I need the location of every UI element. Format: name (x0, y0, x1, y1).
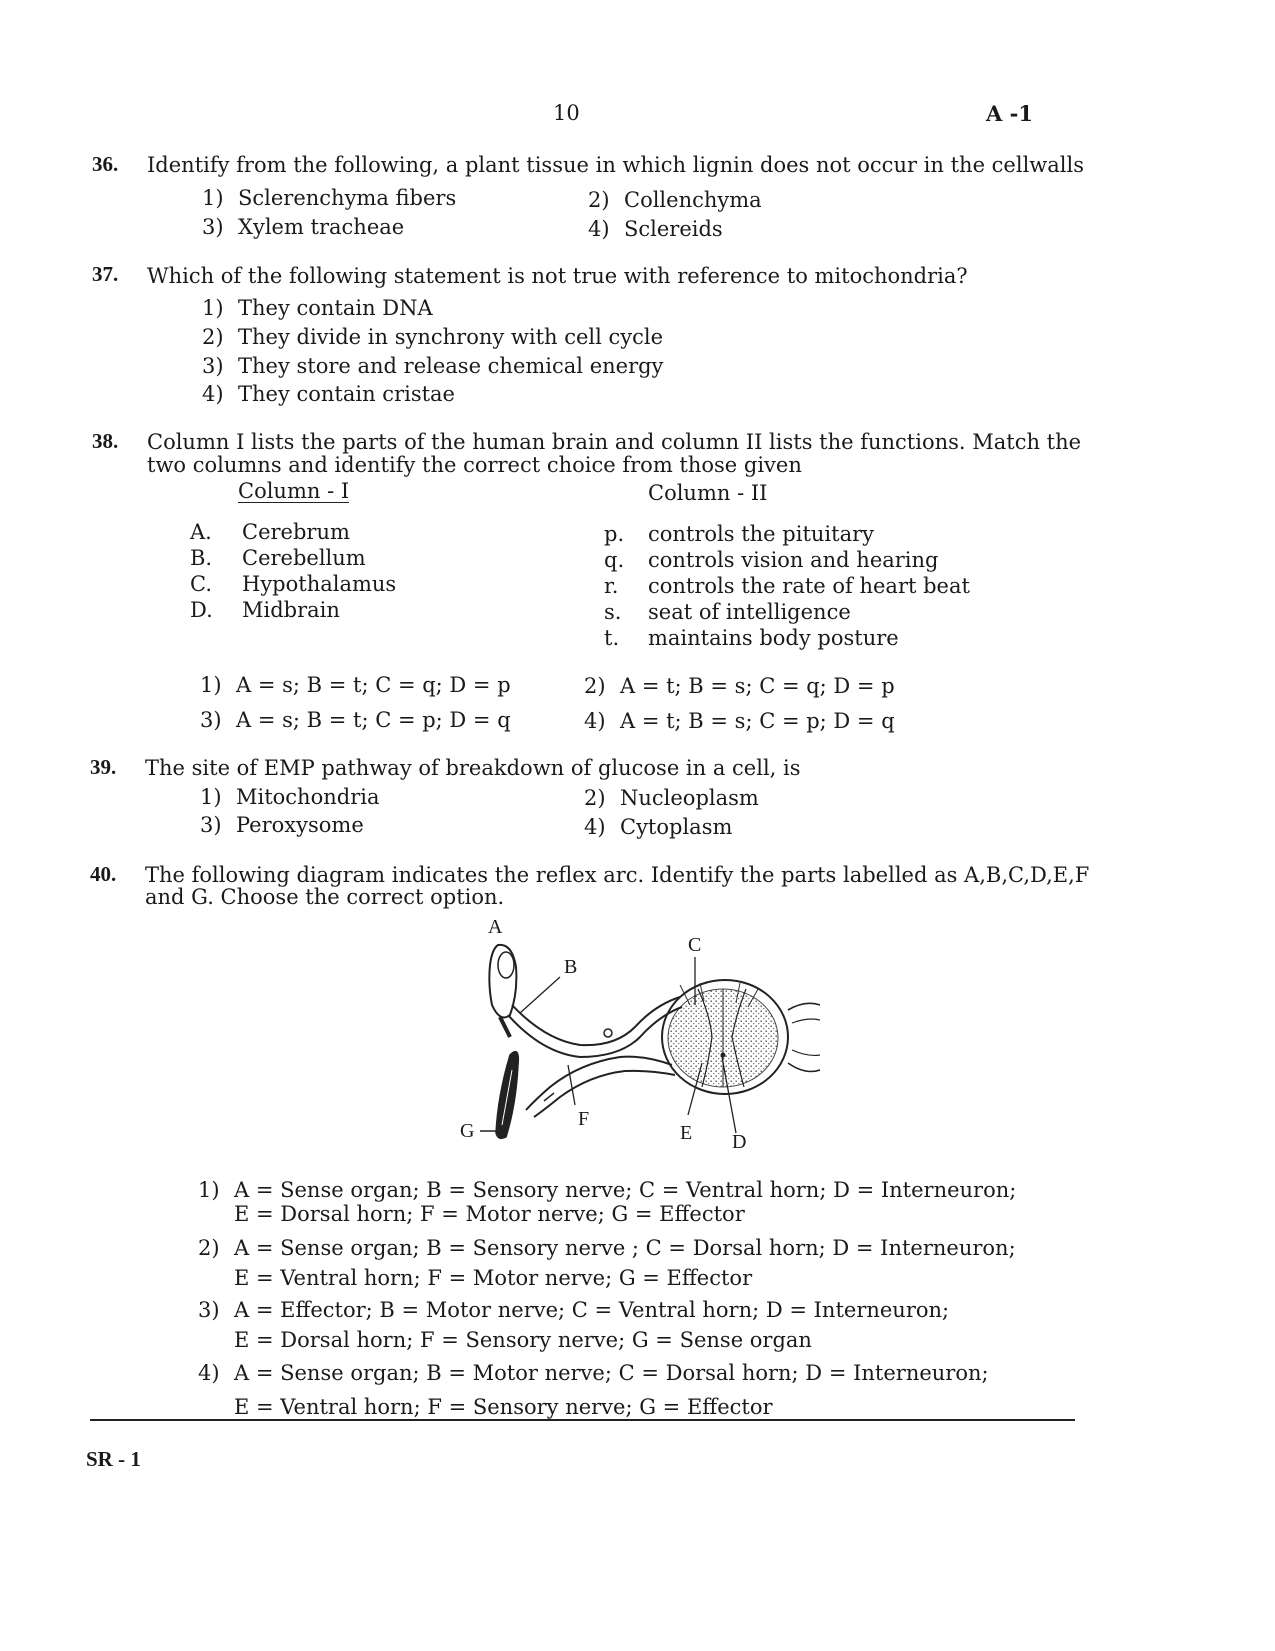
q37-option-1[interactable]: 1) They contain DNA (202, 296, 433, 320)
q39-option-3[interactable]: 3) Peroxysome (200, 813, 364, 837)
q37-text: Which of the following statement is not true with reference to mitochondria? (147, 264, 968, 288)
q40-text-line-1: The following diagram indicates the reflex arc. Identify the parts labelled as A,B,C,D,E,F (145, 863, 1090, 887)
q40-number: 40. (90, 862, 117, 886)
q38-option-1[interactable]: 1) A = s; B = t; C = q; D = p (200, 673, 511, 697)
column-1-item-b: B. Cerebellum (190, 546, 366, 570)
q38-option-3[interactable]: 3) A = s; B = t; C = p; D = q (200, 708, 511, 732)
q38-option-2[interactable]: 2) A = t; B = s; C = q; D = p (584, 674, 895, 698)
column-1-item-a: A. Cerebrum (190, 520, 350, 544)
column-2-item-q: q. controls vision and hearing (604, 548, 939, 572)
q40-option-1[interactable]: 1) A = Sense organ; B = Sensory nerve; C = Ventral horn; D = Interneuron; E = Dorsal horn; F = Motor nerve; G = Effector (198, 1178, 1017, 1226)
q38-text-line-2: two columns and identify the correct choice from those given (147, 453, 802, 477)
q37-number: 37. (92, 262, 119, 286)
q38-option-4[interactable]: 4) A = t; B = s; C = p; D = q (584, 709, 895, 733)
q40-option-2[interactable]: 2) A = Sense organ; B = Sensory nerve ; C = Dorsal horn; D = Interneuron; E = Ventral horn; F = Motor nerve; G = Effector (198, 1236, 1016, 1290)
q39-text: The site of EMP pathway of breakdown of glucose in a cell, is (145, 756, 801, 780)
q36-text: Identify from the following, a plant tissue in which lignin does not occur in the cellwalls (147, 153, 1084, 177)
column-2-item-p: p. controls the pituitary (604, 522, 874, 546)
muscle-effector (496, 1052, 518, 1139)
spinal-cord (662, 980, 820, 1094)
q36-option-3[interactable]: 3) Xylem tracheae (202, 215, 405, 239)
page-number: 10 (553, 101, 580, 125)
q40-option-3[interactable]: 3) A = Effector; B = Motor nerve; C = Ventral horn; D = Interneuron; E = Dorsal horn; F = Sensory nerve; G = Sense organ (198, 1298, 950, 1352)
footer-rule (90, 1419, 1075, 1421)
paper-code: A -1 (986, 101, 1033, 126)
diagram-label-d: D (732, 1131, 747, 1153)
q36-option-1[interactable]: 1) Sclerenchyma fibers (202, 186, 457, 210)
q39-number: 39. (90, 755, 117, 779)
q36-option-2[interactable]: 2) Collenchyma (588, 188, 762, 212)
q39-option-1[interactable]: 1) Mitochondria (200, 785, 380, 809)
q36-number: 36. (92, 152, 119, 176)
diagram-label-e: E (680, 1122, 693, 1144)
q40-text-line-2: and G. Choose the correct option. (145, 885, 505, 909)
q39-option-4[interactable]: 4) Cytoplasm (584, 815, 733, 839)
reflex-arc-diagram (440, 905, 820, 1155)
diagram-label-g: G (460, 1120, 475, 1142)
q40-option-4[interactable]: 4) A = Sense organ; B = Motor nerve; C = Dorsal horn; D = Interneuron; E = Ventral horn; F = Sensory nerve; G = Effector (198, 1361, 989, 1419)
column-2-item-r: r. controls the rate of heart beat (604, 574, 970, 598)
q39-option-2[interactable]: 2) Nucleoplasm (584, 786, 759, 810)
diagram-label-b: B (564, 956, 578, 978)
column-2-item-t: t. maintains body posture (604, 626, 899, 650)
q36-option-4[interactable]: 4) Sclereids (588, 217, 723, 241)
diagram-label-f: F (578, 1108, 590, 1130)
q37-option-2[interactable]: 2) They divide in synchrony with cell cycle (202, 325, 664, 349)
column-1-item-c: C. Hypothalamus (190, 572, 397, 596)
q38-number: 38. (92, 429, 119, 453)
q37-option-4[interactable]: 4) They contain cristae (202, 382, 455, 406)
column-2-header: Column - II (648, 481, 768, 505)
diagram-label-a: A (488, 916, 503, 938)
column-1-item-d: D. Midbrain (190, 598, 340, 622)
column-2-item-s: s. seat of intelligence (604, 600, 851, 624)
q37-option-3[interactable]: 3) They store and release chemical energy (202, 354, 664, 378)
q38-text-line-1: Column I lists the parts of the human brain and column II lists the functions. Match the (147, 430, 1082, 454)
column-1-header: Column - I (238, 479, 350, 503)
footer-code: SR - 1 (86, 1447, 141, 1471)
diagram-label-c: C (688, 934, 702, 956)
